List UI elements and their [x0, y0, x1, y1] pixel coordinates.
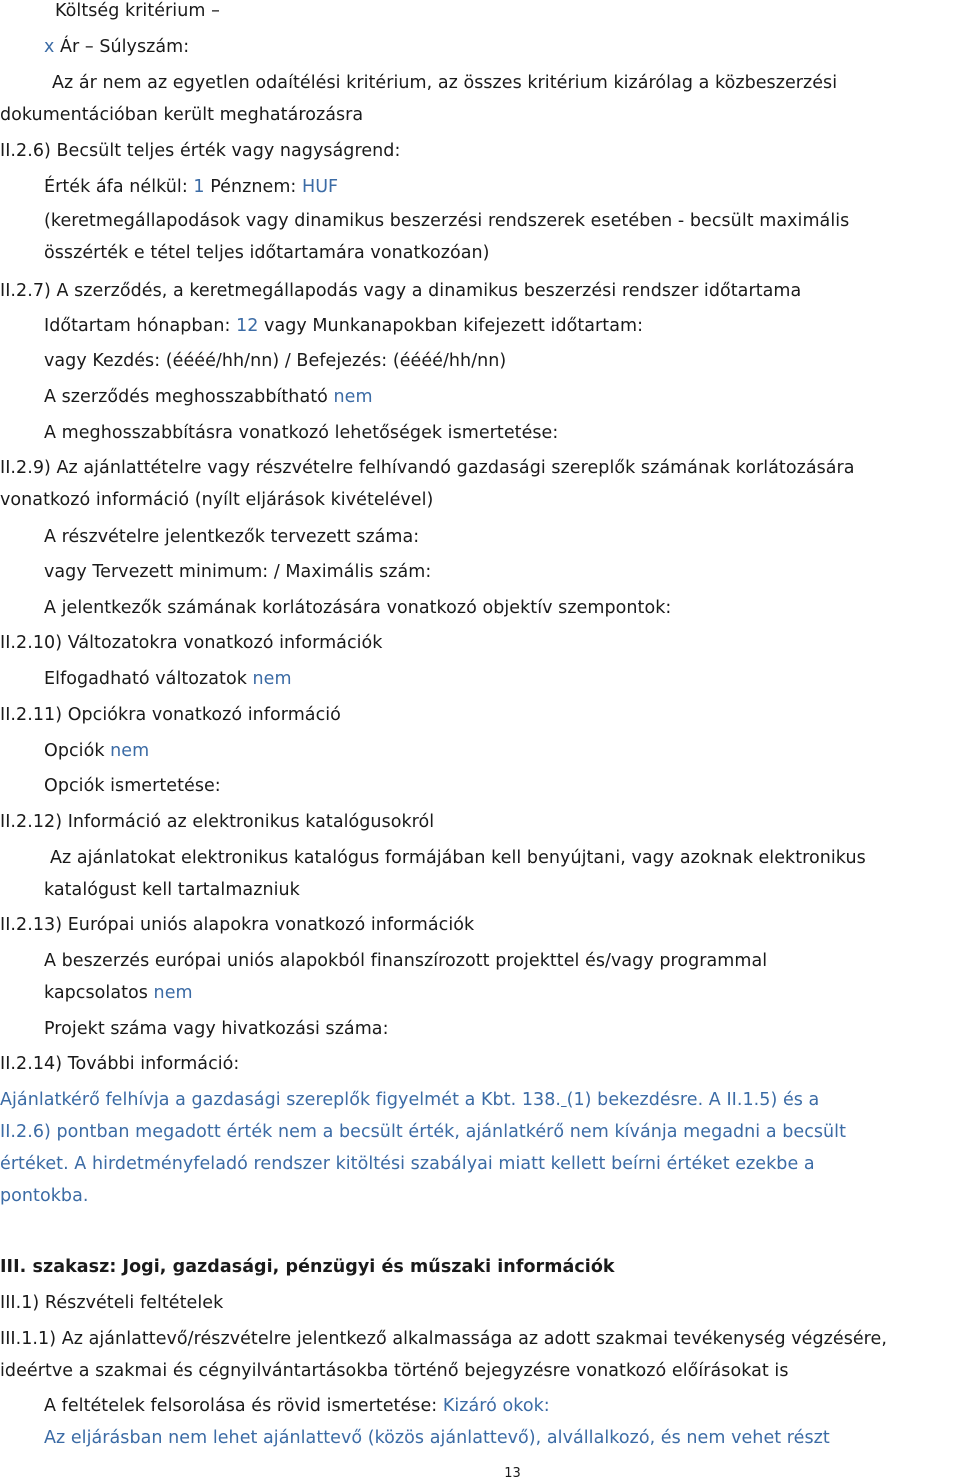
- conditions-label: A feltételek felsorolása és rövid ismertetése:: [44, 1396, 443, 1416]
- section-ii-2-14-heading: II.2.14) További információ:: [0, 1054, 240, 1074]
- price-weight-line: [44, 36, 189, 58]
- section-ii-2-6-heading: II.2.6) Becsült teljes érték vagy nagyságrend:: [0, 141, 401, 161]
- additional-info-text-b: (1) bekezdésre. A II.1.5) és a: [566, 1090, 820, 1110]
- currency-label: Pénznem:: [204, 177, 302, 197]
- section-ii-2-7-heading: II.2.7) A szerződés, a keretmegállapodás vagy a dinamikus beszerzési rendszer időtartama: [0, 281, 802, 301]
- cost-criterion-label: Költség kritérium –: [55, 1, 220, 21]
- extension-description: A meghosszabbításra vonatkozó lehetőségek ismertetése:: [44, 423, 559, 443]
- variants-label: Elfogadható változatok: [44, 669, 253, 689]
- variants-value: nem: [252, 669, 292, 689]
- objective-criteria: A jelentkezők számának korlátozására vonatkozó objektív szempontok:: [44, 598, 672, 618]
- duration-label: Időtartam hónapban:: [44, 316, 237, 336]
- options-label: Opciók: [44, 741, 111, 761]
- eu-funds-value: nem: [153, 983, 193, 1003]
- value-amount: 1: [193, 177, 205, 197]
- exclusion-text: Az eljárásban nem lehet ajánlattevő (közös ajánlattevő), alvállalkozó, és nem vehet részt: [44, 1428, 830, 1448]
- criterion-note-line2: dokumentációban került meghatározásra: [0, 105, 364, 125]
- additional-info-line1: [0, 1089, 819, 1111]
- project-number: Projekt száma vagy hivatkozási száma:: [44, 1019, 389, 1039]
- extension-label: A szerződés meghosszabbítható: [44, 387, 334, 407]
- framework-note-line1: (keretmegállapodások vagy dinamikus beszerzési rendszerek esetében - becsült maximális: [44, 211, 850, 231]
- exclusion-grounds: Kizáró okok:: [442, 1396, 550, 1416]
- additional-info-line2: II.2.6) pontban megadott érték nem a becsült érték, ajánlatkérő nem kívánja megadni a becsült: [0, 1122, 846, 1142]
- conditions-line: [44, 1395, 550, 1417]
- eu-funds-label: kapcsolatos: [44, 983, 154, 1003]
- section-ii-2-11-heading: II.2.11) Opciókra vonatkozó információ: [0, 705, 341, 725]
- options-description: Opciók ismertetése:: [44, 776, 221, 796]
- eu-funds-line1: A beszerzés európai uniós alapokból finanszírozott projekttel és/vagy programmal: [44, 951, 768, 971]
- value-line: [44, 176, 338, 198]
- section-ii-2-9-heading-line2: vonatkozó információ (nyílt eljárások kivételével): [0, 490, 434, 510]
- section-ii-2-13-heading: II.2.13) Európai uniós alapokra vonatkozó információk: [0, 915, 475, 935]
- section-ii-2-12-heading: II.2.12) Információ az elektronikus katalógusokról: [0, 812, 435, 832]
- extension-line: [44, 386, 373, 408]
- value-label: Érték áfa nélkül:: [44, 177, 194, 197]
- duration-value: 12: [236, 316, 259, 336]
- section-ii-2-9-heading-line1: II.2.9) Az ajánlattételre vagy részvételre felhívandó gazdasági szereplők számának korlátozására: [0, 458, 855, 478]
- options-line: [44, 740, 149, 762]
- section-iii-1-heading: III.1) Részvételi feltételek: [0, 1293, 224, 1313]
- planned-candidates: A részvételre jelentkezők tervezett száma:: [44, 527, 420, 547]
- page-number: 13: [504, 1466, 521, 1481]
- checkbox-mark: x: [44, 37, 55, 57]
- section-iii-1-1-line1: III.1.1) Az ajánlattevő/részvételre jelentkező alkalmassága az adott szakmai tevékenység végzésére,: [0, 1329, 887, 1349]
- catalogue-note-line1: Az ajánlatokat elektronikus katalógus formájában kell benyújtani, vagy azoknak elektronikus: [50, 848, 866, 868]
- section-iii-1-1-line2: ideértve a szakmai és cégnyilvántartásokba történő bejegyzésre vonatkozó előírásokat is: [0, 1361, 789, 1381]
- duration-line: [44, 315, 643, 337]
- additional-info-line3: értéket. A hirdetményfeladó rendszer kitöltési szabályai miatt kellett beírni értéket ezekbe a: [0, 1154, 815, 1174]
- section-iii-heading: III. szakasz: Jogi, gazdasági, pénzügyi és műszaki információk: [0, 1257, 615, 1277]
- price-weight-label: Ár – Súlyszám:: [54, 37, 190, 57]
- min-max-line: vagy Tervezett minimum: / Maximális szám:: [44, 562, 432, 582]
- options-value: nem: [110, 741, 150, 761]
- section-ii-2-10-heading: II.2.10) Változatokra vonatkozó információk: [0, 633, 383, 653]
- variants-line: [44, 668, 292, 690]
- currency-value: HUF: [301, 177, 339, 197]
- criterion-note-line1: Az ár nem az egyetlen odaítélési kritérium, az összes kritérium kizárólag a közbeszerzési: [52, 73, 838, 93]
- start-end-line: vagy Kezdés: (éééé/hh/nn) / Befejezés: (éééé/hh/nn): [44, 351, 507, 371]
- workdays-label: vagy Munkanapokban kifejezett időtartam:: [258, 316, 644, 336]
- catalogue-note-line2: katalógust kell tartalmazniuk: [44, 880, 300, 900]
- framework-note-line2: összérték e tétel teljes időtartamára vonatkozóan): [44, 243, 490, 263]
- eu-funds-line2: [44, 982, 193, 1004]
- additional-info-line4: pontokba.: [0, 1186, 89, 1206]
- extension-value: nem: [333, 387, 373, 407]
- additional-info-text-a: Ajánlatkérő felhívja a gazdasági szereplők figyelmét a Kbt. 138.: [0, 1090, 561, 1110]
